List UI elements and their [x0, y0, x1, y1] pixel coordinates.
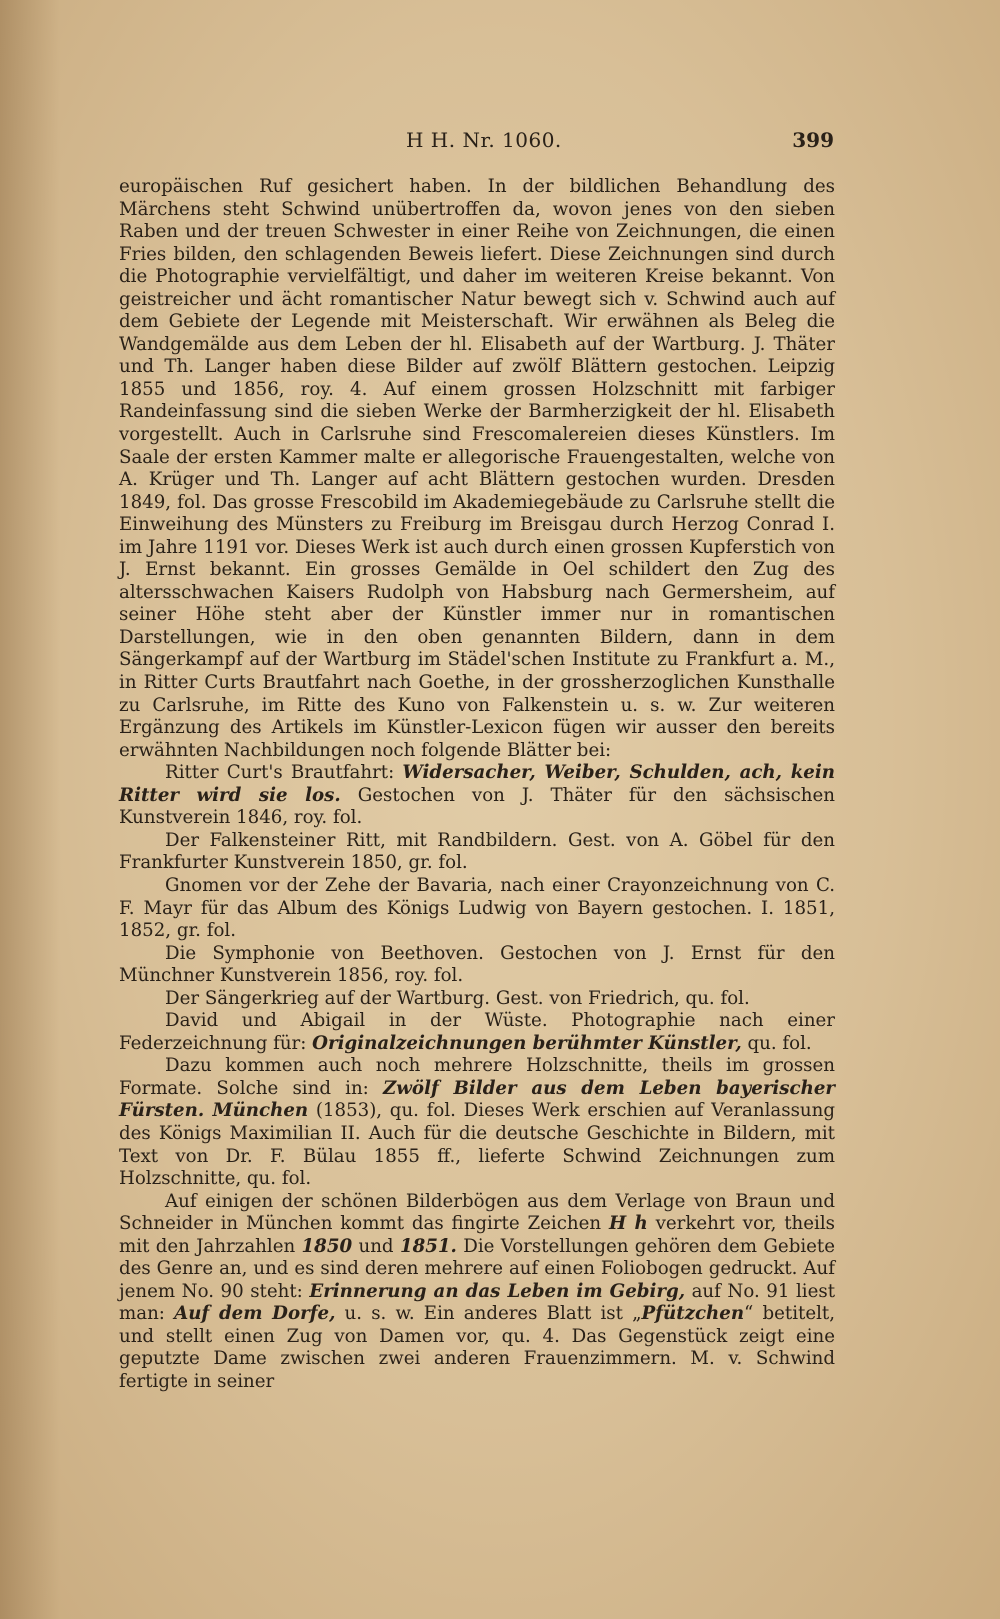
catalog-entry [119, 875, 835, 943]
italic-run: Originalzeichnungen berühmter Künstler, [312, 1032, 742, 1054]
running-head: H H. Nr. 1060. [406, 128, 562, 152]
text-run: u. s. w. Ein anderes Blatt ist „ [335, 1303, 642, 1325]
text-run: Gnomen vor der Zehe der Bavaria, nach einer Crayonzeichnung von C. F. Mayr für das Album des Königs Ludwig von Bayern gestochen. I. 1851, 1852, gr. fol. [119, 874, 835, 942]
text-run: Dazu kommen auch noch mehrere Holzschnitte, theils im grossen Formate. Solche sind in: [119, 1055, 835, 1099]
catalog-entry [119, 830, 835, 875]
italic-run: Erinnerung an das Leben im Gebirg, [309, 1280, 686, 1302]
text-run: Die Symphonie von Beethoven. Gestochen von J. Ernst für den Münchner Kunstverein 1856, roy. fol. [119, 942, 835, 987]
italic-run: Auf dem Dorfe, [174, 1303, 336, 1325]
catalog-entry [119, 762, 835, 830]
italic-run: Widersacher, Weiber, Schulden, ach, kein Ritter wird sie los. [119, 762, 835, 806]
text-run: und [352, 1235, 400, 1257]
text-run: (1853), qu. fol. Dieses Werk erschien auf Veranlassung des Königs Maximilian II. Auch für die deutsche Geschichte in Bildern, mit Text von Dr. F. Bülau 1855 ff., lieferte Schwind Zeichnungen zum Holzschnitte, qu. fol. [119, 1100, 835, 1190]
text-run: Auf einigen der schönen Bilderbögen aus dem Verlage von Braun und Schneider in München kommt das fingirte Zeichen [119, 1190, 835, 1235]
italic-run: Pfützchen [641, 1303, 745, 1325]
text-run: Die Vorstellungen gehören dem Gebiete des Genre an, und es sind deren mehrere auf einen Foliobogen gedruckt. Auf jenem No. 90 steht: [119, 1235, 835, 1302]
text-run: auf No. 91 liest man: [119, 1280, 836, 1325]
text-run: europäischen Ruf gesichert haben. In der bildlichen Behandlung des Märchens steht Schwind unübertroffen da, wovon jenes von den sieben Raben und der treuen Schwester in einer Reihe von Zeichnungen, die einen Fries bilden, den schlagenden Beweis liefert. Diese Zeichnungen sind durch die Photographie vervielfältigt, und daher im weiteren Kreise bekannt. Von geistreicher und ächt romantischer Natur bewegt sich v. Schwind auch auf dem Gebiete der Legende mit Meisterschaft. Wir erwähnen als Beleg die Wandgemälde aus dem Leben der hl. Elisabeth auf der Wartburg. J. Thäter und Th. Langer haben diese Bilder auf zwölf Blättern gestochen. Leipzig 1855 und 1856, roy. 4. Auf einem grossen Holzschnitt mit farbiger Randeinfassung sind die sieben Werke der Barmherzigkeit der hl. Elisabeth vorgestellt. Auch in Carlsruhe sind Frescomalereien dieses Künstlers. Im Saale der ersten Kammer malte er allegorische Frauengestalten, welche von A. Krüger und Th. Langer auf acht Blättern gestochen wurden. Dresden 1849, fol. Das grosse Frescobild im Akademiegebäude zu Carlsruhe stellt die Einweihung des Münsters zu Freiburg im Breisgau durch Herzog Conrad I. im Jahre 1191 vor. Dieses Werk ist auch durch einen grossen Kupferstich von J. Ernst bekannt. Ein grosses Gemälde in Oel schildert den Zug des altersschwachen Kaisers Rudolph von Habsburg nach Germersheim, auf seiner Höhe steht aber der Künstler immer nur in romantischen Darstellungen, wie in den oben genannten Bildern, dann in dem Sängerkampf auf der Wartburg im Städel'schen Institute zu Frankfurt a. M., in Ritter Curts Brautfahrt nach Goethe, in der grossherzoglichen Kunsthalle zu Carlsruhe, im Ritte des Kuno von Falkenstein u. s. w. Zur weiteren Ergänzung des Artikels im Künstler-Lexicon fügen wir ausser den bereits erwähnten Nachbildungen noch folgende Blätter bei: [119, 176, 835, 761]
text-run: Gestochen von J. Thäter für den sächsischen Kunstverein 1846, roy. fol. [119, 784, 836, 829]
italic-run: Zwölf Bilder aus dem Leben bayerischer Fürsten. München [119, 1077, 835, 1122]
catalog-entry [119, 1010, 835, 1055]
italic-run: 1851. [399, 1235, 457, 1257]
page-number: 399 [792, 128, 834, 152]
text-run: Ritter Curt's Brautfahrt: [165, 762, 403, 784]
paragraph [119, 176, 835, 762]
page-header [120, 128, 834, 158]
italic-run: 1850 [301, 1235, 353, 1257]
text-run: “ betitelt, und stellt einen Zug von Damen vor, qu. 4. Das Gegenstück zeigt eine geputzte Dame zwischen zwei anderen Frauenzimmern. M. v. Schwind fertigte in seiner [119, 1303, 836, 1392]
text-run: Der Falkensteiner Ritt, mit Randbildern. Gest. von A. Göbel für den Frankfurter Kunstverein 1850, gr. fol. [119, 829, 835, 874]
catalog-entry [119, 943, 835, 988]
binding-shadow [0, 0, 60, 1619]
italic-run: H h [608, 1213, 648, 1235]
text-run: verkehrt vor, theils mit den Jahrzahlen [119, 1213, 835, 1257]
paragraph [119, 1191, 835, 1394]
paragraph [119, 1055, 835, 1190]
catalog-entry [119, 988, 835, 1011]
text-run: David und Abigail in der Wüste. Photographie nach einer Federzeichnung für: [119, 1010, 835, 1054]
body-text [119, 176, 835, 1394]
text-run: Der Sängerkrieg auf der Wartburg. Gest. von Friedrich, qu. fol. [165, 987, 750, 1009]
text-run: qu. fol. [741, 1032, 812, 1054]
